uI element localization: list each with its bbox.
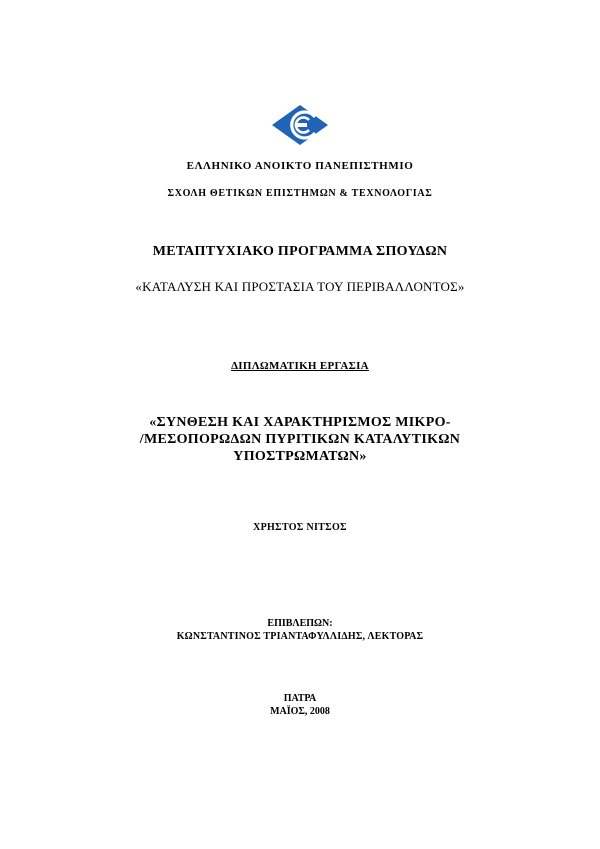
date: ΜΑΪΟΣ, 2008 [270, 706, 330, 717]
university-name: ΕΛΛΗΝΙΚΟ ΑΝΟΙΚΤΟ ΠΑΝΕΠΙΣΤΗΜΙΟ [186, 160, 414, 172]
thesis-title-line: «ΣΥΝΘΕΣΗ ΚΑΙ ΧΑΡΑΚΤΗΡΙΣΜΟΣ ΜΙΚΡΟ- [149, 415, 451, 430]
eap-logo-icon [271, 104, 329, 146]
thesis-title [0, 414, 600, 465]
program-subtitle: «ΚΑΤΑΛΥΣΗ ΚΑΙ ΠΡΟΣΤΑΣΙΑ ΤΟΥ ΠΕΡΙΒΑΛΛΟΝΤΟΣ» [135, 279, 465, 294]
author-name: ΧΡΗΣΤΟΣ ΝΙΤΣΟΣ [253, 522, 347, 533]
thesis-title-line: ΥΠΟΣΤΡΩΜΑΤΩΝ» [233, 449, 367, 464]
supervisor-name: ΚΩΝΣΤΑΝΤΙΝΟΣ ΤΡΙΑΝΤΑΦΥΛΛΙΔΗΣ, ΛΕΚΤΟΡΑΣ [176, 631, 424, 642]
thesis-label: ΔΙΠΛΩΜΑΤΙΚΗ ΕΡΓΑΣΙΑ [231, 360, 369, 372]
program-name: ΜΕΤΑΠΤΥΧΙΑΚΟ ΠΡΟΓΡΑΜΜΑ ΣΠΟΥΔΩΝ [152, 244, 448, 259]
supervisor-label: ΕΠΙΒΛΕΠΩΝ: [267, 618, 333, 629]
city: ΠΑΤΡΑ [283, 693, 317, 704]
school-name: ΣΧΟΛΗ ΘΕΤΙΚΩΝ ΕΠΙΣΤΗΜΩΝ & ΤΕΧΝΟΛΟΓΙΑΣ [167, 188, 433, 199]
thesis-title-line: /ΜΕΣΟΠΟΡΩΔΩΝ ΠΥΡΙΤΙΚΩΝ ΚΑΤΑΛΥΤΙΚΩΝ [139, 432, 461, 447]
